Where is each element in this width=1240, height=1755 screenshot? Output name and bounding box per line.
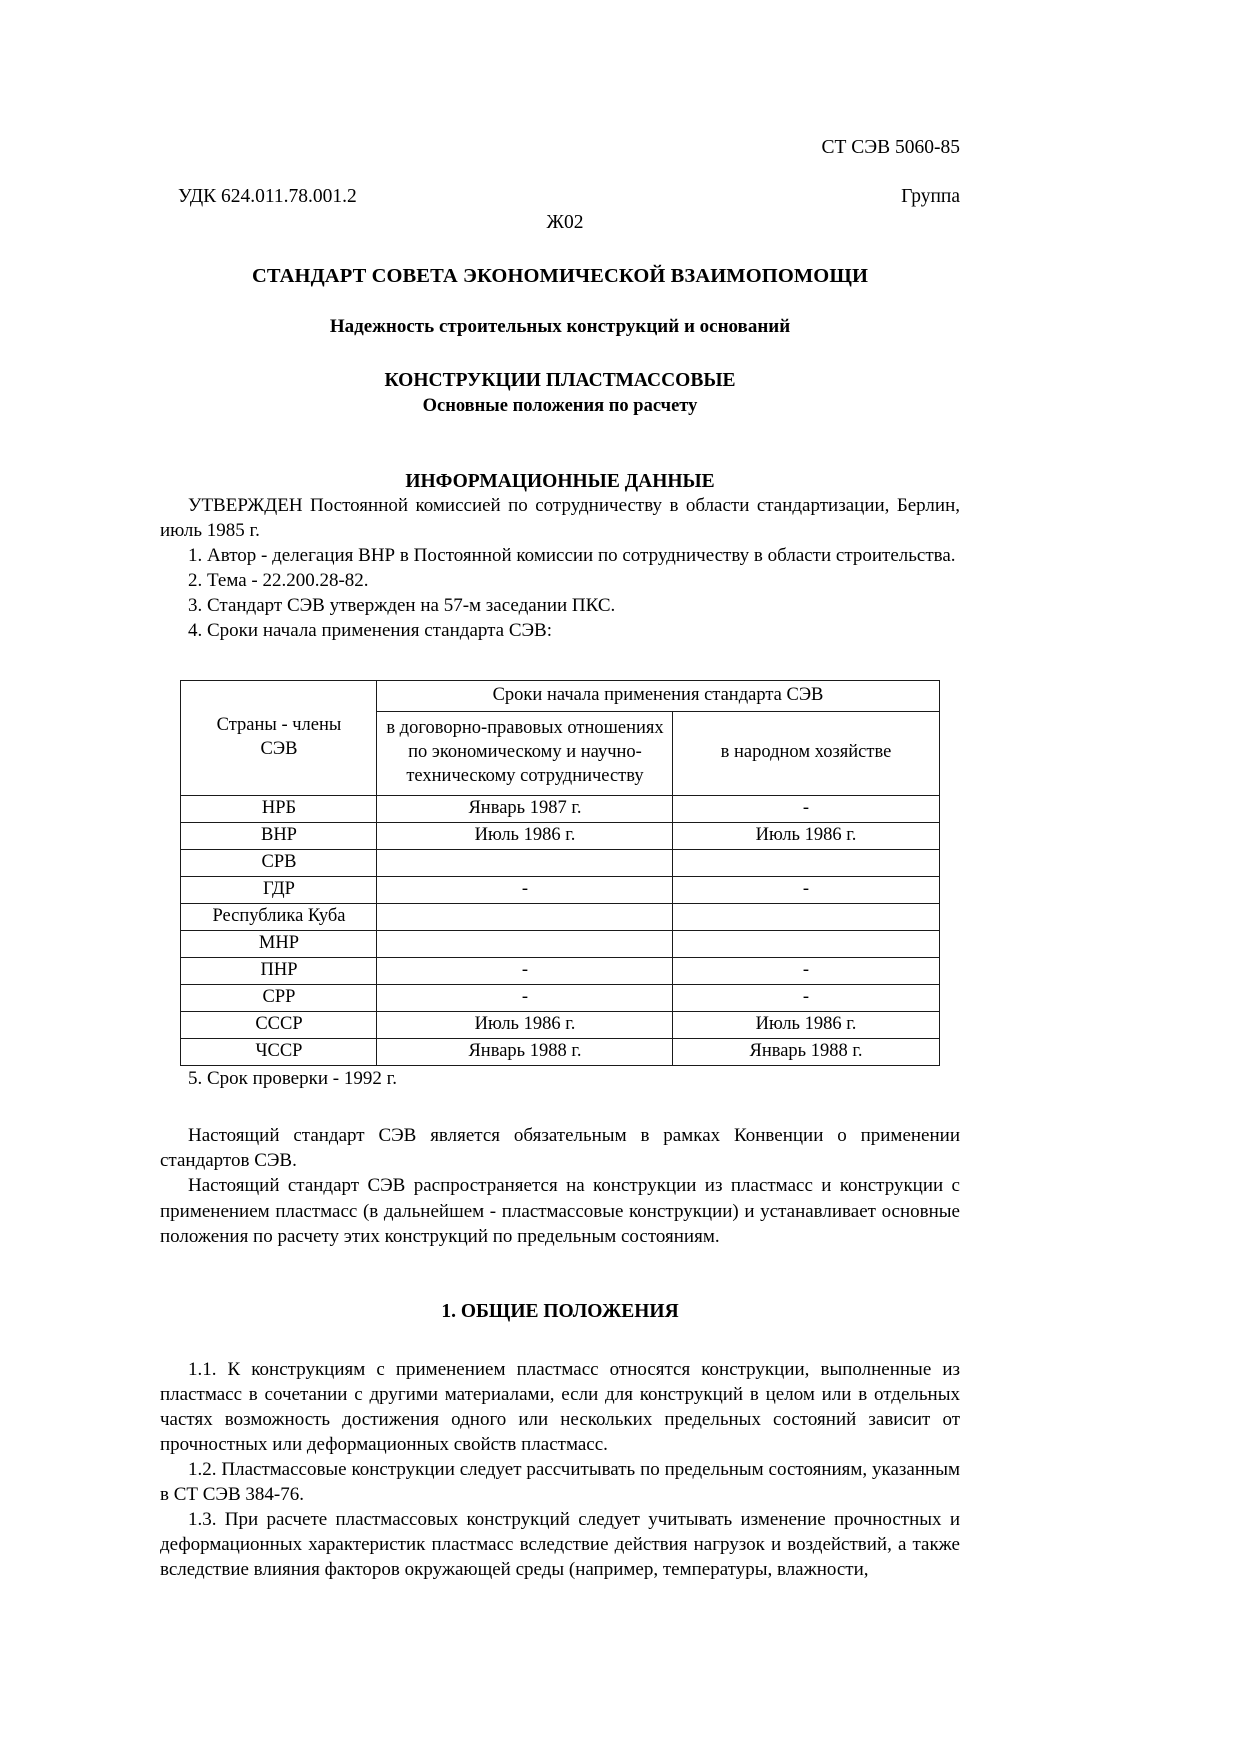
cell-country: ПНР [181,958,377,985]
table-row [181,850,939,877]
udk-code: УДК 624.011.78.001.2 [178,186,357,208]
header-legal-line1: в договорно-правовых отношениях [386,718,664,739]
info-item-1: 1. Автор - делегация ВНР в Постоянной комиссии по сотрудничеству в области строительства. [188,545,956,567]
table-row [181,1012,939,1039]
document-number: СТ СЭВ 5060-85 [821,137,960,158]
header-legal-relations [377,712,673,796]
header-countries-line1: Страны - члены [216,715,342,736]
cell-legal [377,850,673,877]
cell-economy [673,931,939,958]
cell-legal: Июль 1986 г. [377,823,673,850]
page-title: СТАНДАРТ СОВЕТА ЭКОНОМИЧЕСКОЙ ВЗАИМОПОМОЩИ [251,264,869,287]
info-heading: ИНФОРМАЦИОННЫЕ ДАННЫЕ [405,471,715,493]
cell-country: ЧССР [181,1039,377,1066]
info-item-4: 4. Сроки начала применения стандарта СЭВ: [188,620,553,642]
terms-table-wrapper [160,680,960,1067]
header-countries [181,680,377,796]
subject-title: Надежность строительных конструкций и оснований [329,315,791,337]
approval-paragraph: УТВЕРЖДЕН Постоянной комиссией по сотрудничеству в области стандартизации, Берлин, июль 1985 г. [160,495,960,542]
scope-paragraph-2: Настоящий стандарт СЭВ распространяется на конструкции из пластмасс и конструкции с применением пластмасс (в дальнейшем - пластмассовые конструкции) и устанавливает основные положения по расчету этих конструкций по предельным состояниям. [160,1175,960,1247]
cell-legal: - [377,985,673,1012]
cell-legal: Январь 1988 г. [377,1039,673,1066]
header-legal-line3: техническому сотрудничеству [406,765,644,786]
cell-country: ВНР [181,823,377,850]
cell-economy: - [673,877,939,904]
scope-block [160,1123,960,1248]
info-item-2: 2. Тема - 22.200.28-82. [188,570,369,592]
cell-legal [377,931,673,958]
group-code: Ж02 [546,212,584,234]
cell-legal [377,904,673,931]
group-label: Группа [901,186,960,208]
info-item-5: 5. Срок проверки - 1992 г. [188,1068,397,1090]
cell-economy: - [673,985,939,1012]
object-title [160,368,960,419]
scope-paragraph-1: Настоящий стандарт СЭВ является обязательным в рамках Конвенции о применении стандартов СЭВ. [160,1125,960,1172]
cell-country: НРБ [181,796,377,823]
table-row [181,931,939,958]
cell-economy [673,850,939,877]
cell-economy: Июль 1986 г. [673,823,939,850]
cell-country: МНР [181,931,377,958]
table-head [181,680,939,796]
cell-legal: Июль 1986 г. [377,1012,673,1039]
cell-legal: - [377,877,673,904]
udk-group-row [160,185,960,207]
cell-legal: Январь 1987 г. [377,796,673,823]
cell-economy: - [673,796,939,823]
table-row [181,985,939,1012]
cell-country: СССР [181,1012,377,1039]
section-1-heading: 1. ОБЩИЕ ПОЛОЖЕНИЯ [441,1300,679,1322]
object-title-line2: Основные положения по расчету [422,396,698,417]
clause-1-2: 1.2. Пластмассовые конструкции следует рассчитывать по предельным состояниям, указанным в СТ СЭВ 384-76. [160,1459,960,1506]
cell-country: СРР [181,985,377,1012]
cell-country: СРВ [181,850,377,877]
header-countries-line2: СЭВ [260,738,298,759]
cell-legal: - [377,958,673,985]
table-header-row-1 [181,680,939,712]
table-row [181,904,939,931]
cell-economy: - [673,958,939,985]
cell-country: Республика Куба [181,904,377,931]
table-row [181,958,939,985]
clause-1-1: 1.1. К конструкциям с применением пластмасс относятся конструкции, выполненные из пластмасс в сочетании с другими материалами, если для конструкций в целом или в отдельных частях возможность достижения одного или нескольких предельных состояний зависит от прочностных или деформационных свойств пластмасс. [160,1358,960,1455]
section-1-body [160,1357,960,1583]
cell-country: ГДР [181,877,377,904]
object-title-line1: КОНСТРУКЦИИ ПЛАСТМАССОВЫЕ [384,369,736,391]
header-national-economy: в народном хозяйстве [673,712,939,796]
cell-economy: Январь 1988 г. [673,1039,939,1066]
table-row [181,877,939,904]
info-item-3: 3. Стандарт СЭВ утвержден на 57-м заседании ПКС. [188,595,616,617]
application-terms-table [180,680,939,1067]
document-content [160,0,960,1582]
cell-economy [673,904,939,931]
table-row [181,796,939,823]
table-body [181,796,939,1066]
header-terms-span: Сроки начала применения стандарта СЭВ [377,680,939,712]
table-row [181,823,939,850]
cell-economy: Июль 1986 г. [673,1012,939,1039]
clause-1-3: 1.3. При расчете пластмассовых конструкций следует учитывать изменение прочностных и деформационных характеристик пластмасс вследствие действия нагрузок и воздействий, а также вследствие влияния факторов окружающей среды (например, температуры, влажности, [160,1509,960,1581]
table-row [181,1039,939,1066]
header-legal-line2: по экономическому и научно- [408,741,642,762]
